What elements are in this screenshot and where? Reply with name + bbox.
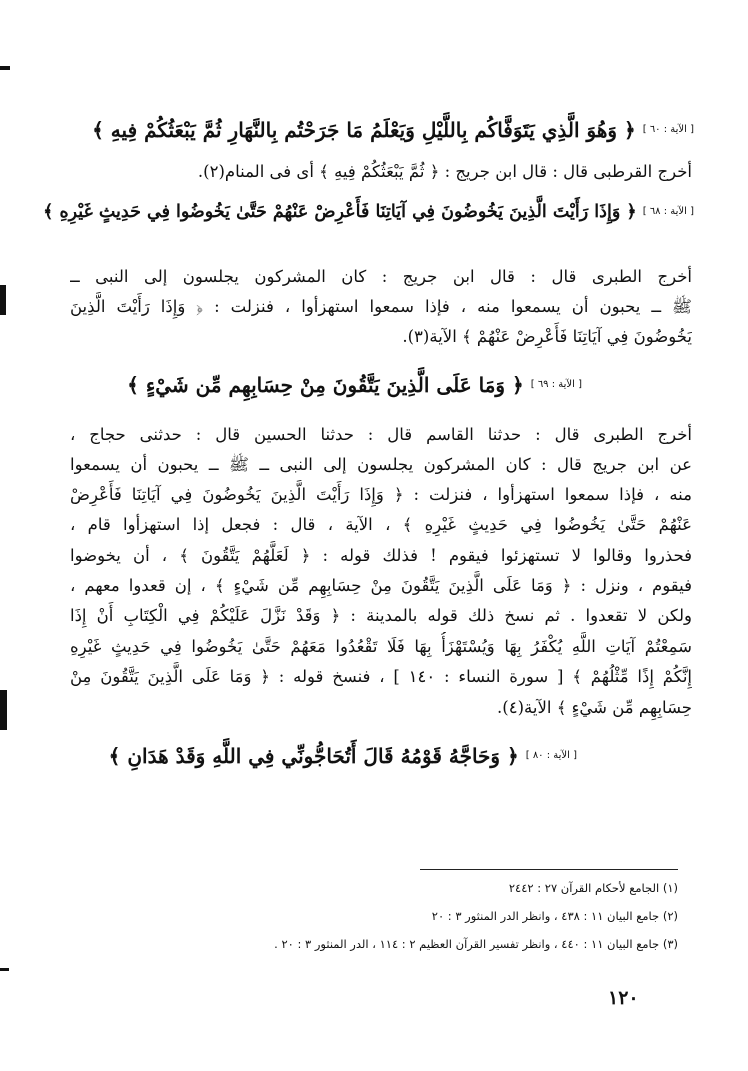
text-line: ولكن لا تقعدوا . ثم نسخ ذلك قوله بالمدينة : ﴿ وَقَدْ نَزَّلَ عَلَيْكُمْ فِي الْكِتَابِ أَنْ إِذَا xyxy=(70,606,692,625)
text-line: عَنْهُمْ حَتَّىٰ يَخُوضُوا فِي حَدِيثٍ غَيْرِهِ ﴾ ، الآية ، قال : فجعل إذا استهزأوا قام ، xyxy=(70,515,692,534)
verse-reference: [ الآية : ٨٠ ] xyxy=(525,750,577,761)
footnote: (٢) جامع البيان ١١ : ٤٣٨ ، وانظر الدر المنثور ٣ : ٢٠ xyxy=(431,909,678,923)
verse-reference: [ الآية : ٦٨ ] xyxy=(642,206,694,217)
scan-edge-mark xyxy=(0,968,9,971)
text-line: عن ابن جريج قال : كان المشركون يجلسون إلى النبى ــ ﷺ ــ يحبون أن يسمعوا xyxy=(70,455,692,474)
verse-reference: [ الآية : ٦٩ ] xyxy=(530,379,582,390)
text-line: ﷺ ــ يحبون أن يسمعوا منه ، فإذا سمعوا استهزأوا ، فنزلت : ﴿ وَإِذَا رَأَيْتَ الَّذِينَ xyxy=(70,297,692,316)
verse-reference: [ الآية : ٦٠ ] xyxy=(642,124,694,135)
quran-verse xyxy=(43,194,700,230)
text-line: إِنَّكُمْ إِذًا مِّثْلُهُمْ ﴾ [ سورة النساء : ١٤٠ ] ، فنسخ قوله : ﴿ وَمَا عَلَى الَّذِينَ يَتَّقُونَ مِنْ xyxy=(70,667,692,686)
verse-text: ﴿ وَإِذَا رَأَيْتَ الَّذِينَ يَخُوضُونَ فِي آيَاتِنَا فَأَعْرِضْ عَنْهُمْ حَتَّىٰ يَخُوضُوا فِي حَدِيثٍ غَيْرِهِ ﴾ xyxy=(43,202,637,222)
text-line: أخرج الطبرى قال : قال ابن جريج : كان المشركون يجلسون إلى النبى ــ xyxy=(70,267,692,286)
text-line: فيقوم ، ونزل : ﴿ وَمَا عَلَى الَّذِينَ يَتَّقُونَ مِنْ حِسَابِهِم مِّن شَيْءٍ ﴾ ، إن قعدوا معهم ، xyxy=(70,576,692,595)
footnote: (٣) جامع البيان ١١ : ٤٤٠ ، وانظر تفسير القرآن العظيم ٢ : ١١٤ ، الدر المنثور ٣ : ٢٠ . xyxy=(274,937,678,951)
text-line: فحذروا وقالوا لا تستهزئوا فيقوم ! فذلك قوله : ﴿ لَعَلَّهُمْ يَتَّقُونَ ﴾ ، أن يخوضوا xyxy=(70,546,692,565)
text-line: يَخُوضُونَ فِي آيَاتِنَا فَأَعْرِضْ عَنْهُمْ ﴾ الآية(٣). xyxy=(402,327,692,346)
text-line: سَمِعْتُمْ آيَاتِ اللَّهِ يُكْفَرُ بِهَا وَيُسْتَهْزَأُ بِهَا فَلَا تَقْعُدُوا مَعَهُمْ حَتَّىٰ يَخُوضُوا فِي حَدِيثٍ غَيْرِهِ xyxy=(70,637,692,656)
scan-edge-mark xyxy=(0,66,10,70)
footnote-divider xyxy=(420,869,678,870)
page-number: ١٢٠ xyxy=(608,987,639,1009)
scan-edge-mark xyxy=(0,690,7,730)
text-line: منه ، فإذا سمعوا استهزأوا ، فنزلت : ﴿ وَإِذَا رَأَيْتَ الَّذِينَ يَخُوضُونَ فِي آيَاتِنَا فَأَعْرِضْ xyxy=(70,485,692,504)
scan-edge-mark xyxy=(0,285,6,315)
quran-verse xyxy=(92,112,700,148)
quran-verse xyxy=(127,367,588,403)
text-line: أخرج الطبرى قال : حدثنا القاسم قال : حدثنا الحسين قال : حدثنى حجاج ، xyxy=(70,425,692,444)
footnote: (١) الجامع لأحكام القرآن ٢٧ : ٢٤٤٢ xyxy=(508,881,678,895)
text-line: أخرج القرطبى قال : قال ابن جريج : ﴿ ثُمَّ يَبْعَثُكُمْ فِيهِ ﴾ أى فى المنام(٢). xyxy=(197,162,692,181)
text-line: حِسَابِهِم مِّن شَيْءٍ ﴾ الآية(٤). xyxy=(497,698,692,717)
verse-text: ﴿ وَهُوَ الَّذِي يَتَوَفَّاكُم بِاللَّيْلِ وَيَعْلَمُ مَا جَرَحْتُم بِالنَّهَارِ ثُمَّ يَبْعَثُكُمْ فِيهِ ﴾ xyxy=(92,118,636,142)
verse-text: ﴿ وَحَاجَّهُ قَوْمُهُ قَالَ أَتُحَاجُّونِّي فِي اللَّهِ وَقَدْ هَدَانِ ﴾ xyxy=(108,744,519,768)
quran-verse xyxy=(109,738,583,774)
verse-text: ﴿ وَمَا عَلَى الَّذِينَ يَتَّقُونَ مِنْ حِسَابِهِم مِّن شَيْءٍ ﴾ xyxy=(127,373,524,397)
